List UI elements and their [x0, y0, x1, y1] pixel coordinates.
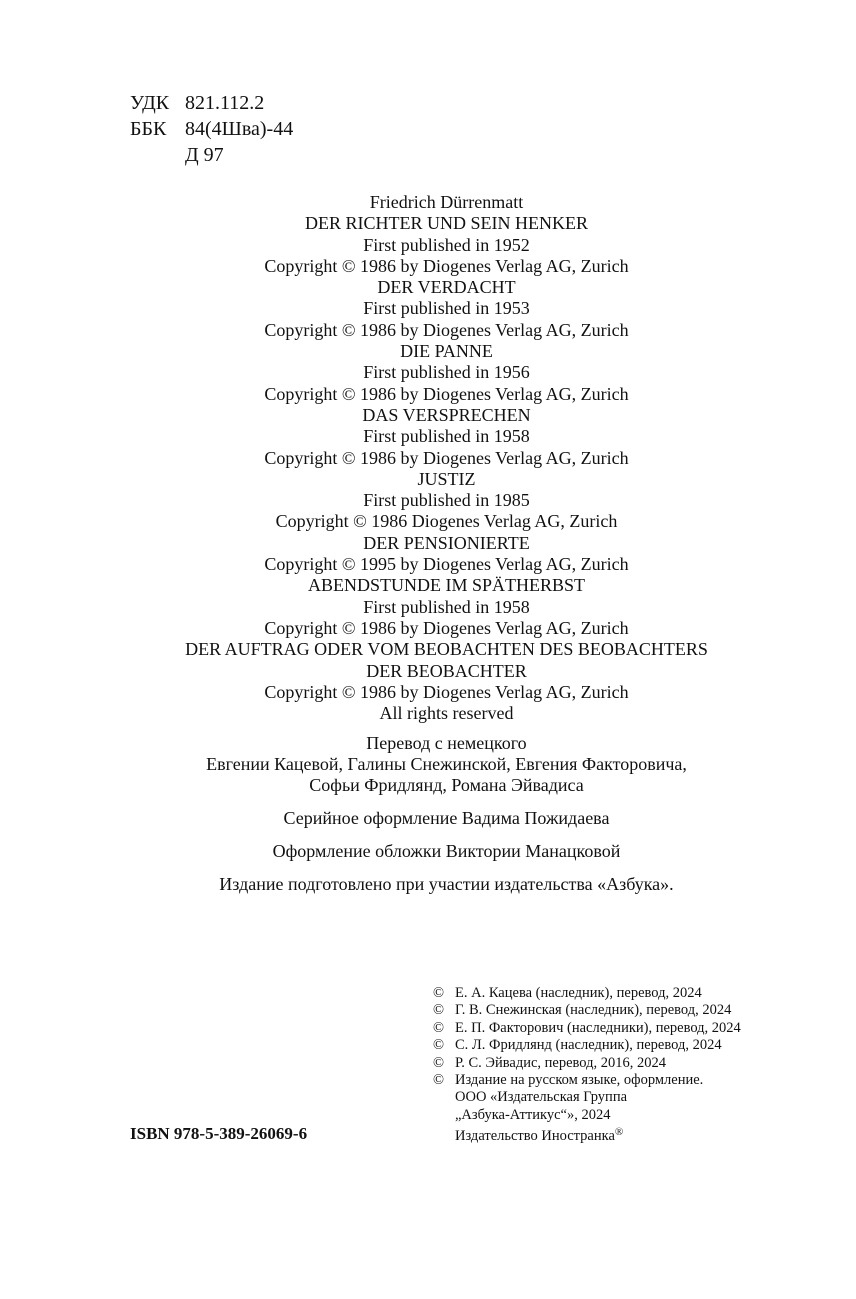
copyright-item: [433, 1037, 853, 1054]
bbk-label: ББК: [130, 118, 167, 140]
copyright-icon: ©: [433, 1037, 445, 1054]
credit-line: DER AUFTRAG ODER VOM BEOBACHTEN DES BEOBACHTERS: [185, 639, 708, 660]
cover-design-line: Оформление обложки Виктории Манацковой: [272, 841, 621, 861]
credit-line: Copyright © 1986 by Diogenes Verlag AG, Zurich: [264, 383, 629, 404]
copyright-text: Р. С. Эйвадис, перевод, 2016, 2024: [455, 1054, 667, 1071]
translation-line: Перевод с немецкого: [366, 733, 527, 753]
copyright-item: [433, 1055, 853, 1072]
credit-line: DIE PANNE: [400, 341, 493, 362]
translation-credit: [0, 733, 856, 796]
copyright-item: [433, 1002, 853, 1019]
credit-line: Copyright © 1986 by Diogenes Verlag AG, Zurich: [264, 255, 629, 276]
bbk-value: 84(4Шва)-44: [185, 118, 294, 140]
isbn: ISBN 978-5-389-26069-6: [130, 1124, 308, 1143]
author-mark-spacer: [130, 142, 185, 168]
copyright-icon: ©: [433, 985, 445, 1001]
copyright-text: Г. В. Снежинская (наследник), перевод, 2024: [455, 1002, 732, 1019]
credit-line: Copyright © 1986 by Diogenes Verlag AG, Zurich: [264, 681, 629, 702]
publisher-line: ООО «Издательская Группа: [455, 1089, 628, 1106]
publisher-line-last: [433, 1124, 853, 1145]
credit-line: Copyright © 1986 Diogenes Verlag AG, Zurich: [275, 511, 618, 532]
credit-line: DER RICHTER UND SEIN HENKER: [305, 213, 588, 234]
translation-copyright-list: [433, 985, 853, 1146]
registered-trademark-icon: ®: [614, 1126, 624, 1139]
credit-line: JUSTIZ: [417, 468, 476, 489]
classification-block: [130, 90, 293, 168]
original-copyright-block: [0, 192, 856, 724]
publisher-line: „Азбука-Аттикус“», 2024: [455, 1106, 611, 1123]
copyright-item: [433, 1072, 853, 1089]
credit-line: First published in 1952: [363, 234, 530, 255]
series-design-credit: [0, 808, 856, 829]
author-mark: Д 97: [185, 144, 224, 166]
credit-line: DER PENSIONIERTE: [363, 532, 530, 553]
cover-design-credit: [0, 841, 856, 862]
credit-line: First published in 1956: [363, 362, 530, 383]
edition-note-line: Издание подготовлено при участии издательства «Азбука».: [219, 874, 674, 894]
udk-value: 821.112.2: [185, 92, 265, 114]
credit-line: First published in 1953: [363, 298, 530, 319]
credit-line: DER BEOBACHTER: [366, 660, 527, 681]
credit-line: DER VERDACHT: [377, 277, 516, 298]
copyright-text: Е. А. Кацева (наследник), перевод, 2024: [455, 985, 702, 1001]
credit-line: ABENDSTUNDE IM SPÄTHERBST: [307, 575, 586, 596]
copyright-text: С. Л. Фридлянд (наследник), перевод, 2024: [455, 1037, 722, 1054]
copyright-icon: ©: [433, 1072, 445, 1089]
edition-note: [0, 874, 856, 895]
copyright-icon: ©: [433, 1002, 445, 1019]
udk-row: [130, 90, 293, 116]
credit-line: Friedrich Dürrenmatt: [369, 192, 524, 212]
credit-line: First published in 1958: [363, 426, 530, 447]
copyright-icon: ©: [433, 1019, 445, 1036]
credit-line: Copyright © 1986 by Diogenes Verlag AG, Zurich: [264, 617, 629, 638]
copyright-text: Е. П. Факторович (наследники), перевод, 2024: [455, 1019, 741, 1036]
publisher-name: Издательство Иностранка: [455, 1128, 615, 1145]
credit-line: Copyright © 1995 by Diogenes Verlag AG, Zurich: [264, 554, 629, 575]
author-mark-row: [130, 142, 293, 168]
translation-line: Евгении Кацевой, Галины Снежинской, Евгения Факторовича,: [206, 754, 687, 774]
credit-line: Copyright © 1986 by Diogenes Verlag AG, Zurich: [264, 447, 629, 468]
credit-line: First published in 1958: [363, 596, 530, 617]
copyright-text: Издание на русском языке, оформление.: [455, 1072, 704, 1089]
copyright-icon: ©: [433, 1054, 445, 1071]
credit-line: Copyright © 1986 by Diogenes Verlag AG, Zurich: [264, 319, 629, 340]
copyright-item: [433, 1020, 853, 1037]
series-design-line: Серийное оформление Вадима Пожидаева: [283, 808, 610, 828]
credit-line: All rights reserved: [379, 703, 514, 724]
bbk-row: [130, 116, 293, 142]
copyright-item: [433, 985, 853, 1002]
credit-line: First published in 1985: [363, 490, 530, 511]
translation-line: Софьи Фридлянд, Романа Эйвадиса: [309, 775, 584, 795]
udk-label: УДК: [130, 92, 170, 114]
credit-line: DAS VERSPRECHEN: [362, 404, 531, 425]
